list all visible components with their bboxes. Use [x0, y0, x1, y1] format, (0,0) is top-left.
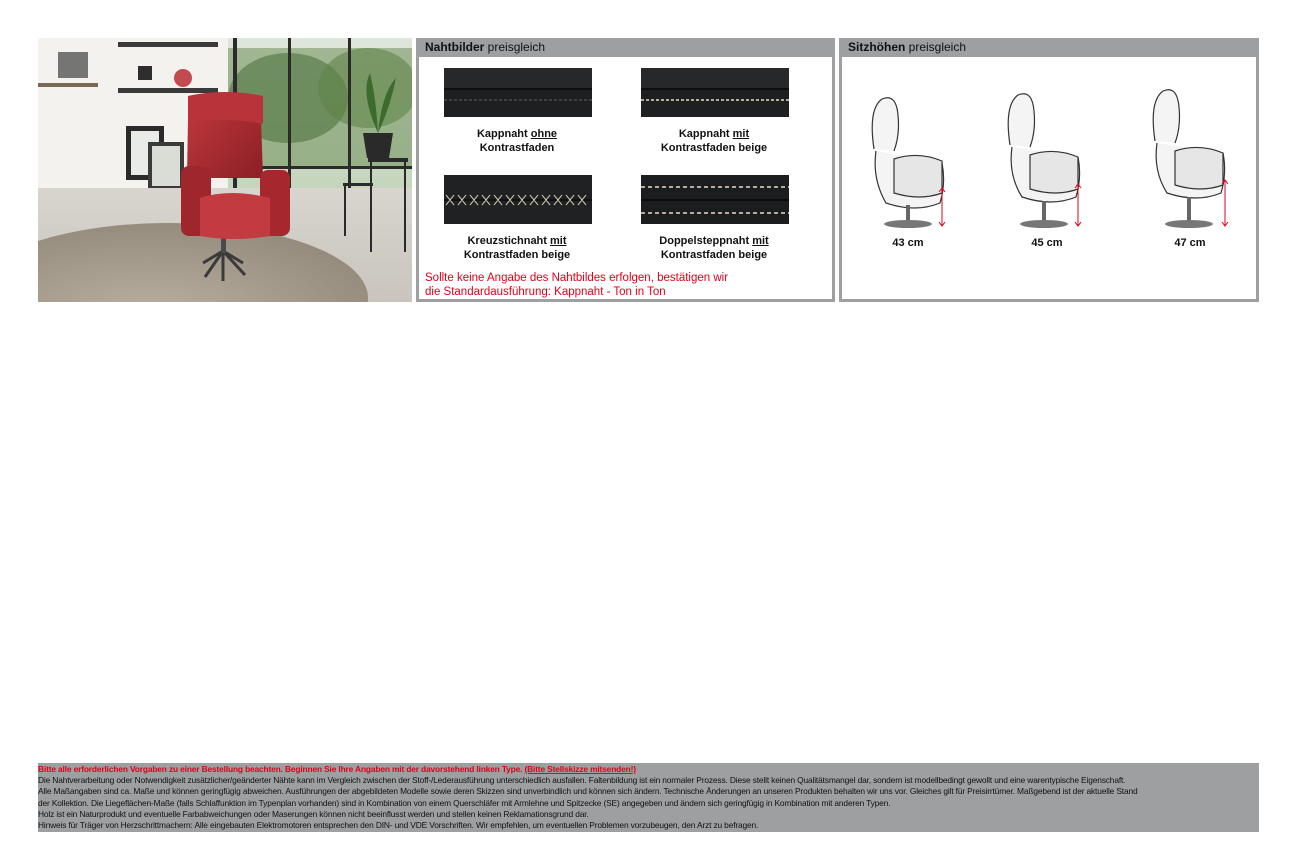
armchair-room-image — [38, 38, 412, 302]
default-seam-note: Sollte keine Angabe des Nahtbildes erfolgen, bestätigen wir die Standardausführung: Kappnaht - Ton in Ton — [425, 272, 729, 298]
seat-height-panel — [839, 38, 1259, 302]
seam-caption: Kappnaht mit Kontrastfaden beige — [660, 128, 768, 154]
seam-swatch-kappnaht-mit[interactable] — [641, 68, 789, 117]
seam-caption: Kappnaht ohne Kontrastfaden — [476, 128, 558, 154]
seam-swatch-kappnaht-ohne[interactable] — [444, 68, 592, 117]
seat-height-label: 43 cm — [892, 237, 924, 249]
seam-swatch-doppelstepp[interactable] — [641, 175, 789, 224]
seam-options-panel — [416, 38, 835, 302]
order-warning: Bitte alle erforderlichen Vorgaben zu einer Bestellung beachten. Beginnen Sie Ihre Angaben mit der davorstehend linken Type. (Bitte Stellskizze mitsenden!) — [38, 764, 636, 774]
leather-swatch-icon — [444, 175, 592, 224]
seam-caption: Kreuzstichnaht mit Kontrastfaden beige — [463, 235, 571, 261]
leather-swatch-icon — [641, 175, 789, 224]
seat-height-option-43[interactable] — [864, 89, 964, 239]
seat-height-label: 47 cm — [1174, 237, 1206, 249]
armchair-sketch-icon — [864, 89, 964, 239]
disclaimer-line: Holz ist ein Naturprodukt und eventuelle Farbabweichungen oder Maserungen können nicht beeinflusst werden und stellen keinen Reklamationsgrund dar. — [38, 808, 589, 819]
product-photo — [38, 38, 412, 302]
seat-height-option-45[interactable] — [1000, 89, 1100, 239]
armchair-sketch-icon — [1145, 89, 1245, 239]
seat-height-option-47[interactable] — [1145, 89, 1245, 239]
armchair-sketch-icon — [1000, 89, 1100, 239]
disclaimer-line: Alle Maßangaben sind ca. Maße und können geringfügig abweichen. Ausführungen der abgebildeten Modelle sowie deren Skizzen sind unverbindlich und können sich ändern. Technische Änderungen an unseren Produkten behalten wir uns vor. Gleiches gilt für Preisirrtümer. Maßgebend ist der aktuelle Stand — [38, 786, 1138, 797]
seam-caption: Doppelsteppnaht mit Kontrastfaden beige — [659, 235, 769, 261]
seam-panel-title: Nahtbilder preisgleich — [425, 40, 546, 54]
seam-swatch-kreuzstich[interactable] — [444, 175, 592, 224]
disclaimer-line: Hinweis für Träger von Herzschrittmachern: Alle eingebauten Elektromotoren entsprechen den DIN- und VDE Vorschriften. Wir empfehlen, um eventuellen Problemen vorzubeugen, den Arzt zu befragen. — [38, 820, 759, 831]
disclaimer-line: Die Nahtverarbeitung oder Notwendigkeit zusätzlicher/geänderter Nähte kann im Vergleich zwischen der Stoff-/Lederausführung unterschiedlich ausfallen. Faltenbildung ist ein normaler Prozess. Diese stellt keinen Qualitätsmangel dar, sondern ist modellbedingt gewollt und eine warentypische Eigenschaft. — [38, 775, 1126, 786]
disclaimer-footer — [38, 763, 1259, 832]
leather-swatch-icon — [444, 68, 592, 117]
seat-height-label: 45 cm — [1031, 237, 1063, 249]
leather-swatch-icon — [641, 68, 789, 117]
seat-height-panel-title: Sitzhöhen preisgleich — [848, 40, 967, 54]
disclaimer-line: der Kollektion. Die Liegeflächen-Maße (falls Schlaffunktion im Typenplan vorhanden) sind in Kombination von einem Querschläfer mit Armlehne und Spitzecke (SE) angegeben und ändern sich geringfügig in Kombination mit anderen Typen. — [38, 797, 891, 808]
